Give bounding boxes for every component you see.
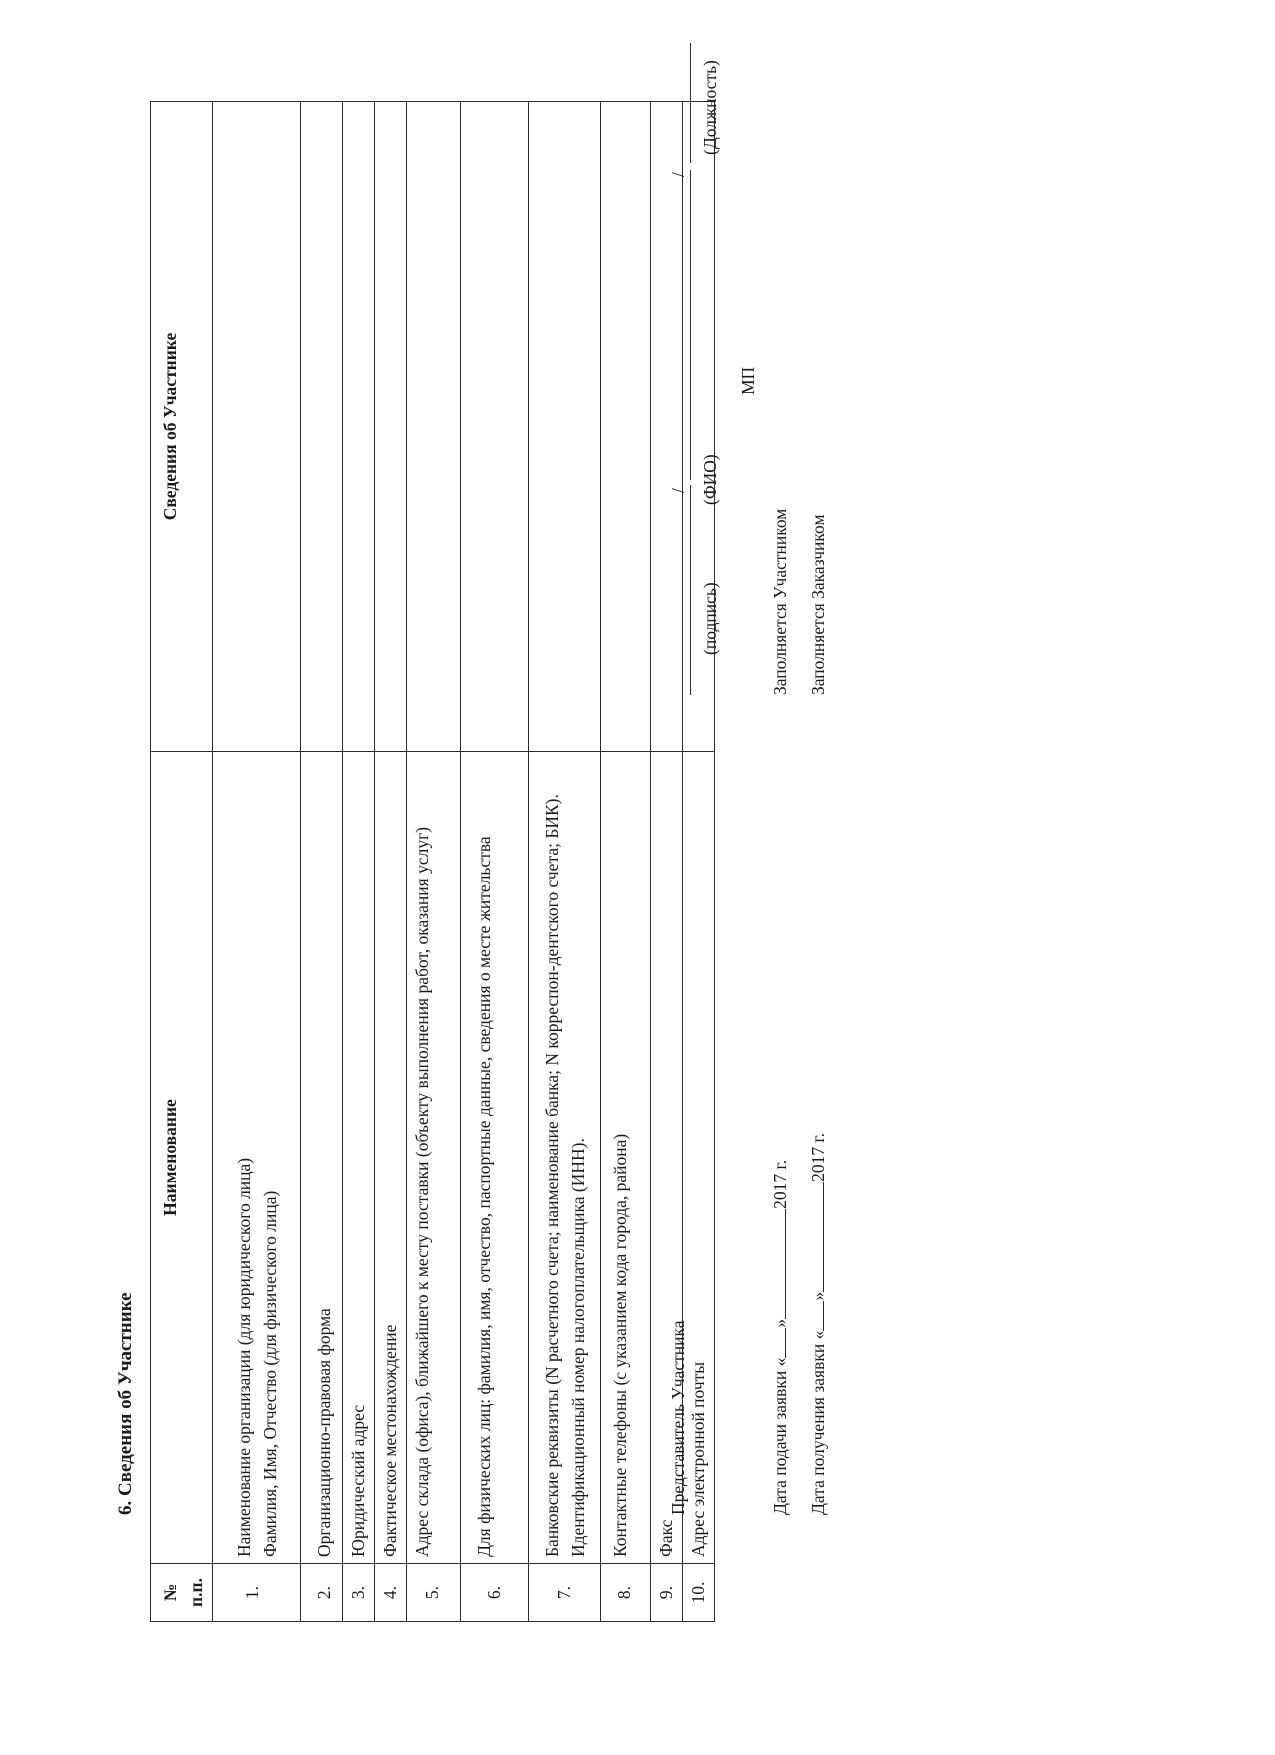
receive-note: Заполняется Заказчиком	[808, 514, 828, 695]
receive-date-year: 2017 г.	[808, 1132, 828, 1182]
signature-line[interactable]	[690, 485, 691, 695]
participant-info-table	[150, 101, 715, 1622]
row-value-cell[interactable]	[529, 102, 601, 752]
row-name: Юридический адрес	[343, 752, 375, 1564]
row-number: 5.	[407, 1564, 461, 1622]
row-name-line2: Фамилия, Имя, Отчество (для физического лица)	[260, 1190, 280, 1557]
table-row	[529, 102, 601, 1622]
row-number: 1.	[213, 1564, 301, 1622]
submit-date-row	[770, 1160, 791, 1515]
position-line[interactable]	[690, 43, 691, 163]
row-number: 9.	[651, 1564, 683, 1622]
table-row	[407, 102, 461, 1622]
fio-caption: (ФИО)	[700, 454, 720, 505]
table-row	[213, 102, 301, 1622]
table-row	[343, 102, 375, 1622]
row-value-cell[interactable]	[375, 102, 407, 752]
row-number: 3.	[343, 1564, 375, 1622]
header-number: № п.п.	[151, 1564, 213, 1622]
submit-note: Заполняется Участником	[770, 508, 790, 695]
row-name: Фактическое местонахождение	[375, 752, 407, 1564]
row-value-cell[interactable]	[601, 102, 651, 752]
row-name-line1: Наименование организации (для юридического лица)	[234, 1157, 254, 1557]
receive-day-blank[interactable]	[809, 1301, 824, 1331]
row-value-cell[interactable]	[407, 102, 461, 752]
table-row	[461, 102, 529, 1622]
row-name: Адрес склада (офиса), ближайшего к месту поставки (объекту выполнения работ, оказания услуг)	[407, 752, 461, 1564]
table-row	[301, 102, 343, 1622]
row-value-cell[interactable]	[651, 102, 683, 752]
submit-date-quote: »	[770, 1318, 790, 1328]
row-name: Адрес электронной почты	[683, 752, 715, 1564]
header-info: Сведения об Участнике	[151, 102, 213, 752]
row-number: 10.	[683, 1564, 715, 1622]
representative-label: Представитель Участника	[668, 1320, 688, 1515]
fio-line[interactable]	[690, 170, 691, 480]
row-number: 8.	[601, 1564, 651, 1622]
submit-month-blank[interactable]	[771, 1209, 786, 1319]
submit-day-blank[interactable]	[771, 1328, 786, 1358]
table-row	[375, 102, 407, 1622]
submit-date-year: 2017 г.	[770, 1159, 790, 1209]
table-header-row	[151, 102, 213, 1622]
row-value-cell[interactable]	[461, 102, 529, 752]
row-value-cell[interactable]	[213, 102, 301, 752]
row-name	[213, 752, 301, 1564]
signature-separator: /	[668, 488, 688, 493]
row-name: Организационно-правовая форма	[301, 752, 343, 1564]
receive-month-blank[interactable]	[809, 1182, 824, 1292]
position-caption: (Должность)	[700, 60, 720, 155]
row-name: Банковские реквизиты (N расчетного счета; наименование банка; N корреспон-дентского счета; БИК). Идентификационный номер налогоплательщика (ИНН).	[529, 752, 601, 1564]
receive-date-quote: »	[808, 1291, 828, 1301]
receive-date-row	[808, 1133, 829, 1515]
row-name: Для физических лиц: фамилия, имя, отчество, паспортные данные, сведения о месте жительства	[461, 752, 529, 1564]
row-value-cell[interactable]	[301, 102, 343, 752]
row-number: 7.	[529, 1564, 601, 1622]
signature-caption: (подпись)	[700, 582, 720, 655]
section-title: 6. Сведения об Участнике	[115, 1292, 136, 1515]
row-value-cell[interactable]	[343, 102, 375, 752]
fio-separator: /	[668, 172, 688, 177]
row-number: 6.	[461, 1564, 529, 1622]
receive-date-label: Дата получения заявки «	[808, 1330, 828, 1515]
row-number: 4.	[375, 1564, 407, 1622]
header-name: Наименование	[151, 752, 213, 1564]
row-number: 2.	[301, 1564, 343, 1622]
submit-date-label: Дата подачи заявки «	[770, 1357, 790, 1515]
row-name: Факс	[651, 752, 683, 1564]
stamp-placeholder: МП	[738, 366, 758, 395]
table-row	[601, 102, 651, 1622]
row-name: Контактные телефоны (с указанием кода города, района)	[601, 752, 651, 1564]
